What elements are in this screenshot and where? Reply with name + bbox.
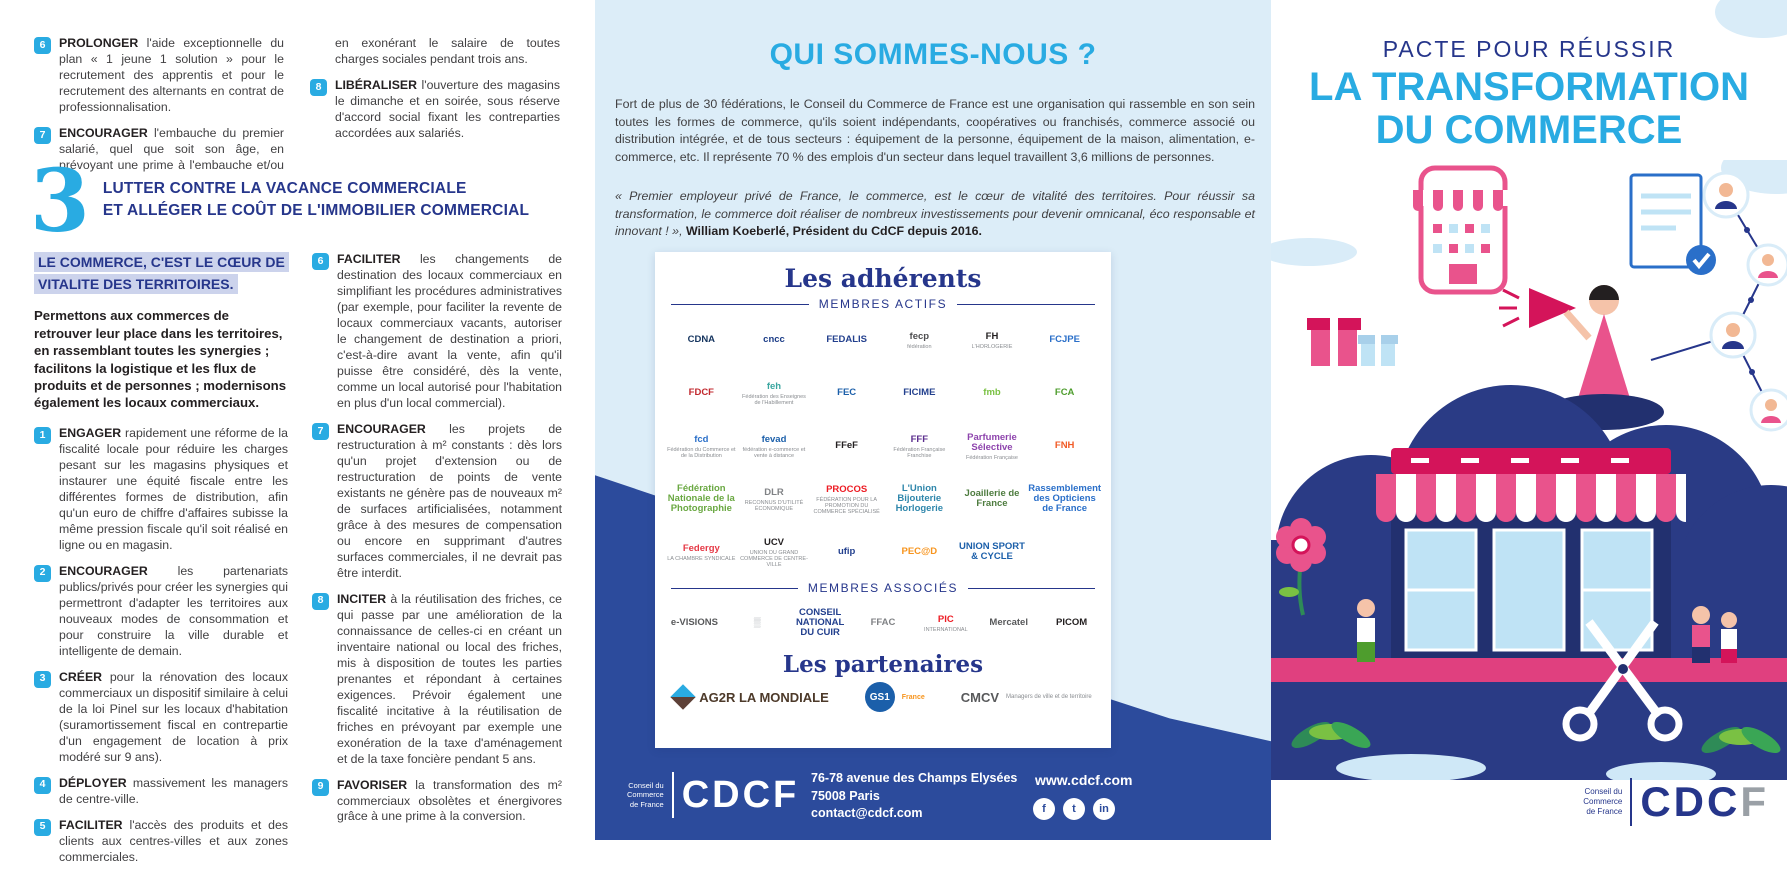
action-item	[34, 670, 288, 766]
social-icon[interactable]: in	[1093, 798, 1115, 820]
item-number-badge: 2	[34, 565, 51, 582]
associate-logo-label: Mercatel	[989, 617, 1028, 629]
item-number-badge: 7	[312, 423, 329, 440]
member-logo	[810, 370, 883, 418]
member-logo	[883, 423, 956, 471]
address-city: 75008 Paris	[811, 788, 880, 803]
member-logo-label: ufip	[837, 546, 856, 558]
social-icon[interactable]: f	[1033, 798, 1055, 820]
member-logo-label: FEDALIS	[826, 334, 867, 346]
member-logo-label: FNH	[1054, 440, 1075, 452]
member-logo	[1028, 476, 1101, 524]
item-text: les projets de restructuration à m² constants : dès lors qu'un projet d'extension ou de restructuration de points de vente existants ne génère pas de nouveaux m² de surfaces artificialisées, notamment grâce à des mesures de compensation ou encore en supprimant d'autres surfaces commerciales, il ne devrait pas être interdit.	[337, 421, 563, 580]
member-logo-caption: Fédération Française	[966, 454, 1018, 461]
member-logo-label: FH	[985, 330, 999, 342]
cover-kicker: PACTE POUR RÉUSSIR	[1382, 36, 1676, 62]
section-3-column-2	[312, 252, 562, 835]
associate-logo-label: e-VISIONS	[670, 617, 718, 629]
item-number-badge: 5	[34, 819, 51, 836]
member-logo	[665, 370, 738, 418]
member-logo-label: L'Union Bijouterie Horlogerie	[895, 483, 944, 514]
item-keyword: INCITER	[337, 591, 387, 606]
item-text: l'accès des produits et des clients aux centres-villes et aux zones commerciales.	[59, 817, 288, 864]
avatar	[1751, 390, 1787, 430]
member-logo	[665, 476, 738, 524]
cover-title	[1271, 66, 1787, 152]
member-logo-caption: UNION DU GRAND COMMERCE DE CENTRE-VILLE	[740, 549, 808, 568]
address-street: 76-78 avenue des Champs Elysées	[811, 771, 1018, 785]
item-keyword: DÉPLOYER	[59, 775, 127, 790]
associate-logo	[726, 601, 789, 647]
associate-members-grid	[655, 599, 1111, 649]
cdcf-logo-footer	[627, 772, 799, 818]
member-logo	[956, 423, 1029, 471]
associate-logo-label: PICOM	[1056, 617, 1088, 629]
item-number-badge: 3	[34, 671, 51, 688]
avatar	[1748, 245, 1787, 285]
contact-email[interactable]: contact@cdcf.com	[811, 806, 923, 820]
member-logo-label: UCV	[763, 536, 785, 548]
member-logo	[883, 317, 956, 365]
member-logo	[810, 317, 883, 365]
member-logo-caption: Fédération Française Franchise	[893, 446, 946, 459]
member-logo-caption: RECONNUS D'UTILITÉ ÉCONOMIQUE	[744, 499, 804, 512]
member-logo	[665, 423, 738, 471]
item-text: les partenariats publics/privés pour créer les synergies qui permettront d'adapter les territoires aux nouveaux modes de consommation et pour construire la ville durable et intelligente de demain.	[59, 563, 289, 658]
members-box	[655, 252, 1111, 748]
section-title	[103, 166, 529, 238]
member-logo	[738, 370, 811, 418]
cloud-shape	[1715, 0, 1787, 38]
associate-logo-caption: INTERNATIONAL	[924, 626, 968, 633]
partners-title: Les partenaires	[782, 651, 984, 678]
cover-title-line1: LA TRANSFORMATION	[1309, 65, 1749, 109]
partner-logo-cmcv: CMCV Managers de ville et de territoire	[960, 689, 1092, 705]
section-3-header	[30, 151, 530, 252]
member-logo	[738, 317, 811, 365]
right-panel	[1271, 0, 1787, 840]
member-logo	[738, 529, 811, 577]
item-keyword: CRÉER	[59, 669, 103, 684]
cover-title-line2: DU COMMERCE	[1375, 108, 1683, 153]
social-icon[interactable]: t	[1063, 798, 1085, 820]
associate-logo-label: FFAC	[870, 617, 896, 629]
member-logo-label: FCA	[1054, 387, 1075, 399]
associate-logo-label: PIC	[937, 613, 954, 625]
item-keyword: ENCOURAGER	[59, 125, 148, 140]
member-logo-label: fecp	[909, 330, 930, 342]
item-text: à la réutilisation des friches, ce qui passe par une amélioration de la connaissance de celles-ci en créant un inventaire national ou local des friches, mis à disposition de toutes les parties prenantes et répondant à certaines exigences. Prévoir également une fiscalité incitative à la réutilisation de friches en prévoyant par exemple une exonération de la taxe d'aménagement et de la taxe foncière pendant 5 ans.	[337, 591, 562, 766]
who-are-we-heading: QUI SOMMES-NOUS ?	[769, 38, 1097, 71]
cdcf-wordmark: CDCF	[1640, 778, 1769, 825]
cdcf-logo-small-text: Conseil du Commerce de France	[1583, 787, 1623, 816]
section-title-line1: LUTTER CONTRE LA VACANCE COMMERCIALE	[102, 180, 467, 197]
cdcf-logo-cover	[1583, 778, 1769, 826]
action-item	[312, 592, 562, 768]
member-logo-label: Fédération Nationale de la Photographie	[667, 483, 735, 514]
item-number-badge: 1	[34, 427, 51, 444]
action-item	[34, 36, 284, 116]
member-logo-caption: Fédération du Commerce et de la Distribution	[667, 446, 736, 459]
associate-logo	[852, 601, 915, 647]
item-text: l'embauche du premier salarié, quel que soit son âge, en prévoyant une prime à l'embauche et/ou en exonérant le salaire de toutes charges sociales pendant trois ans.	[59, 36, 560, 172]
member-logo	[956, 529, 1029, 577]
gift-icon	[1307, 318, 1398, 366]
item-keyword: PROLONGER	[59, 36, 139, 50]
item-number-badge: 9	[312, 779, 329, 796]
member-logo-label: FEC	[837, 387, 857, 399]
item-text: les changements de destination des locaux commerciaux en simplifiant les procédures administratives (par exemple, pour faciliter la revente de locaux commerciaux vacants, autoriser le changement de destination a priori, c'est-à-dire avant la vente, afin qu'il puisse être considéré, dès la vente, comme un local autorisé pour l'habitation en plus d'un local commercial).	[337, 252, 562, 410]
item-number-badge: 6	[312, 253, 329, 270]
highlight-statement: LE COMMERCE, C'EST LE CŒUR DE VITALITE DES TERRITOIRES.	[34, 252, 288, 295]
member-logo	[1028, 423, 1101, 471]
section-title-line2: ET ALLÉGER LE COÛT DE L'IMMOBILIER COMMERCIAL	[102, 201, 530, 219]
member-logo-label: FFF	[910, 433, 929, 445]
associate-logo	[977, 601, 1040, 647]
storefront-illustration	[1271, 160, 1787, 780]
member-logo	[810, 529, 883, 577]
website-link[interactable]: www.cdcf.com	[1035, 772, 1133, 788]
megaphone-icon	[1529, 288, 1576, 328]
cdcf-logo-small-text: Conseil du Commerce de France	[627, 780, 664, 809]
cdcf-wordmark: CDCF	[681, 773, 800, 816]
associate-logo	[1040, 601, 1103, 647]
member-logo-label: UNION SPORT & CYCLE	[959, 541, 1025, 562]
action-item	[312, 252, 562, 412]
active-members-grid	[655, 315, 1111, 579]
contact-footer	[595, 756, 1271, 840]
member-logo	[810, 476, 883, 524]
associate-logo-label: CONSEIL NATIONAL DU CUIR	[795, 607, 845, 638]
social-icons	[1033, 798, 1115, 820]
partners-row	[655, 682, 1111, 712]
item-number-badge: 7	[34, 127, 51, 144]
partner-logo-gs1: GS1 France	[865, 682, 925, 712]
cloud-shape	[1271, 238, 1357, 266]
ag2r-diamond-icon	[671, 684, 696, 709]
member-logo	[738, 476, 811, 524]
item-text: pour la rénovation des locaux commerciaux un dispositif similaire à celui de la loi Pinel sur les locaux d'habitation (suramortissement fiscal en contrepartie d'un engagement de location à prix modéré sur 9 ans).	[59, 669, 288, 764]
associate-logo	[663, 601, 726, 647]
member-logo-label: CDNA	[687, 334, 716, 346]
item-number-badge: 8	[312, 593, 329, 610]
member-logo-label: Joaillerie de France	[964, 488, 1020, 509]
active-members-label: MEMBRES ACTIFS	[671, 297, 1095, 311]
member-logo-caption: FÉDÉRATION POUR LA PROMOTION DU COMMERCE SPÉCIALISÉ	[813, 496, 880, 515]
member-logo	[883, 370, 956, 418]
member-logo-caption: LA CHAMBRE SYNDICALE	[667, 555, 736, 562]
logo-divider-bar	[1630, 778, 1632, 826]
item-number-badge: 6	[34, 37, 51, 54]
member-logo-label: cncc	[763, 334, 785, 346]
gs1-circle-icon: GS1	[865, 682, 895, 712]
section-intro: Permettons aux commerces de retrouver leur place dans les territoires, en rassemblant toutes les synergies ; facilitons la logistique et les flux de produits et de personnes ; modernisons également les locaux commerciaux.	[34, 308, 287, 411]
member-logo	[738, 423, 811, 471]
item-keyword: LIBÉRALISER	[335, 77, 417, 92]
member-logo	[956, 317, 1029, 365]
section-3-column-1	[34, 252, 288, 876]
action-item	[34, 564, 288, 660]
member-logo-label: Rassemblement des Opticiens de France	[1028, 483, 1101, 514]
storefront	[1376, 448, 1686, 665]
member-logo	[956, 476, 1029, 524]
member-logo-label: PROCOS	[826, 483, 868, 495]
middle-panel	[595, 0, 1271, 840]
quote-paragraph	[615, 188, 1255, 241]
member-logo-label: fevad	[761, 433, 787, 445]
item-text: rapidement une réforme de la fiscalité locale pour réduire les charges pesant sur les magasins physiques et instaurer une équité fiscale entre les différentes formes de distribution, afin qu'un euro de chiffre d'affaires subisse la même pression fiscale qu'il soit réalisé en ligne ou en magasin.	[59, 425, 288, 552]
member-logo-label: FFeF	[835, 440, 858, 452]
member-logo-label: Federgy	[682, 542, 720, 554]
person-left	[1357, 599, 1375, 662]
member-logo	[1028, 370, 1101, 418]
member-logo	[665, 529, 738, 577]
action-item	[34, 776, 288, 808]
item-keyword: FAVORISER	[337, 777, 408, 792]
member-logo-caption: L'HORLOGERIE	[971, 343, 1013, 350]
member-logo	[810, 423, 883, 471]
member-logo-label: fcd	[694, 433, 709, 445]
action-item	[34, 818, 288, 866]
section-number: 3	[30, 151, 90, 252]
member-logo-label: DLR	[764, 486, 784, 498]
item-text: l'aide exceptionnelle du plan « 1 jeune 1 solution » pour le recrutement des apprentis et pour le recrutement des alternants en contrat de professionnalisation.	[59, 36, 284, 114]
item-keyword: ENCOURAGER	[337, 421, 426, 436]
adherents-title: Les adhérents	[784, 264, 982, 293]
member-logo	[665, 317, 738, 365]
associate-members-label: MEMBRES ASSOCIÉS	[671, 581, 1095, 595]
member-logo-label: fmb	[983, 387, 1001, 399]
item-text: massivement les managers de centre-ville.	[59, 775, 288, 806]
postal-address	[811, 770, 1017, 823]
member-logo-caption: fédération	[907, 343, 932, 350]
avatar	[1711, 313, 1755, 357]
logo-divider-bar	[672, 772, 674, 818]
action-item	[34, 426, 288, 554]
action-item	[312, 422, 562, 582]
member-logo	[883, 529, 956, 577]
member-logo-caption: Fédération des Enseignes de l'Habillement	[742, 393, 806, 406]
quote-text: « Premier employeur privé de France, le commerce, est le cœur de vitalité des territoires. Pour réussir sa transformation, le commerce doit réaliser de nombreux investissements pour devenir omnicanal, éco responsable et innovant ! »,	[615, 189, 1255, 239]
member-logo-label: feh	[766, 380, 782, 392]
item-text: la transformation des m² commerciaux obsolètes et énergivores grâce à une prime à la conversion.	[337, 777, 562, 824]
quote-author: William Koeberlé, Président du CdCF depuis 2016.	[685, 224, 982, 239]
left-panel	[0, 0, 595, 864]
action-item	[310, 78, 560, 142]
member-logo-caption: fédération e-commerce et vente à distance	[742, 446, 806, 459]
striped-awning	[1376, 474, 1686, 532]
shop-door	[1494, 530, 1564, 650]
item-keyword: FACILITER	[59, 817, 123, 832]
item-text: l'ouverture des magasins le dimanche et en soirée, sous réserve d'accord social fixant les contreparties accordées aux salariés.	[335, 77, 560, 140]
associate-logo	[789, 601, 852, 647]
partner-logo-ag2r: AG2R LA MONDIALE	[674, 688, 829, 706]
associate-logo-label: ▒	[753, 617, 761, 629]
member-logo-label: FCJPE	[1049, 334, 1080, 346]
member-logo-label: Parfumerie Sélective	[967, 432, 1017, 453]
member-logo-label: FDCF	[688, 387, 714, 399]
action-item	[312, 778, 562, 826]
about-paragraph: Fort de plus de 30 fédérations, le Conseil du Commerce de France est une organisation qui rassemble en son sein toutes les formes de commerce, qu'ils soient indépendants, coopératives ou franchisés, commerce associé ou distribution intégrée, et de tous secteurs : équipement de la personne, équipement de la maison, alimentation, e-commerce, etc. Il représente 70 % des emplois d'un secteur dans lequel travaillent 3,6 millions de personnes.	[615, 97, 1255, 164]
avatar	[1704, 173, 1748, 217]
member-logo	[883, 476, 956, 524]
member-logo	[1028, 317, 1101, 365]
item-keyword: ENCOURAGER	[59, 563, 148, 578]
item-number-badge: 8	[310, 79, 327, 96]
item-number-badge: 4	[34, 777, 51, 794]
associate-logo	[914, 601, 977, 647]
member-logo	[956, 370, 1029, 418]
member-logo-label: PEC@D	[901, 546, 938, 558]
mobile-shop-icon	[1413, 168, 1513, 292]
item-keyword: FACILITER	[337, 252, 401, 266]
item-keyword: ENGAGER	[59, 425, 122, 440]
member-logo-label: FICIME	[903, 387, 936, 399]
